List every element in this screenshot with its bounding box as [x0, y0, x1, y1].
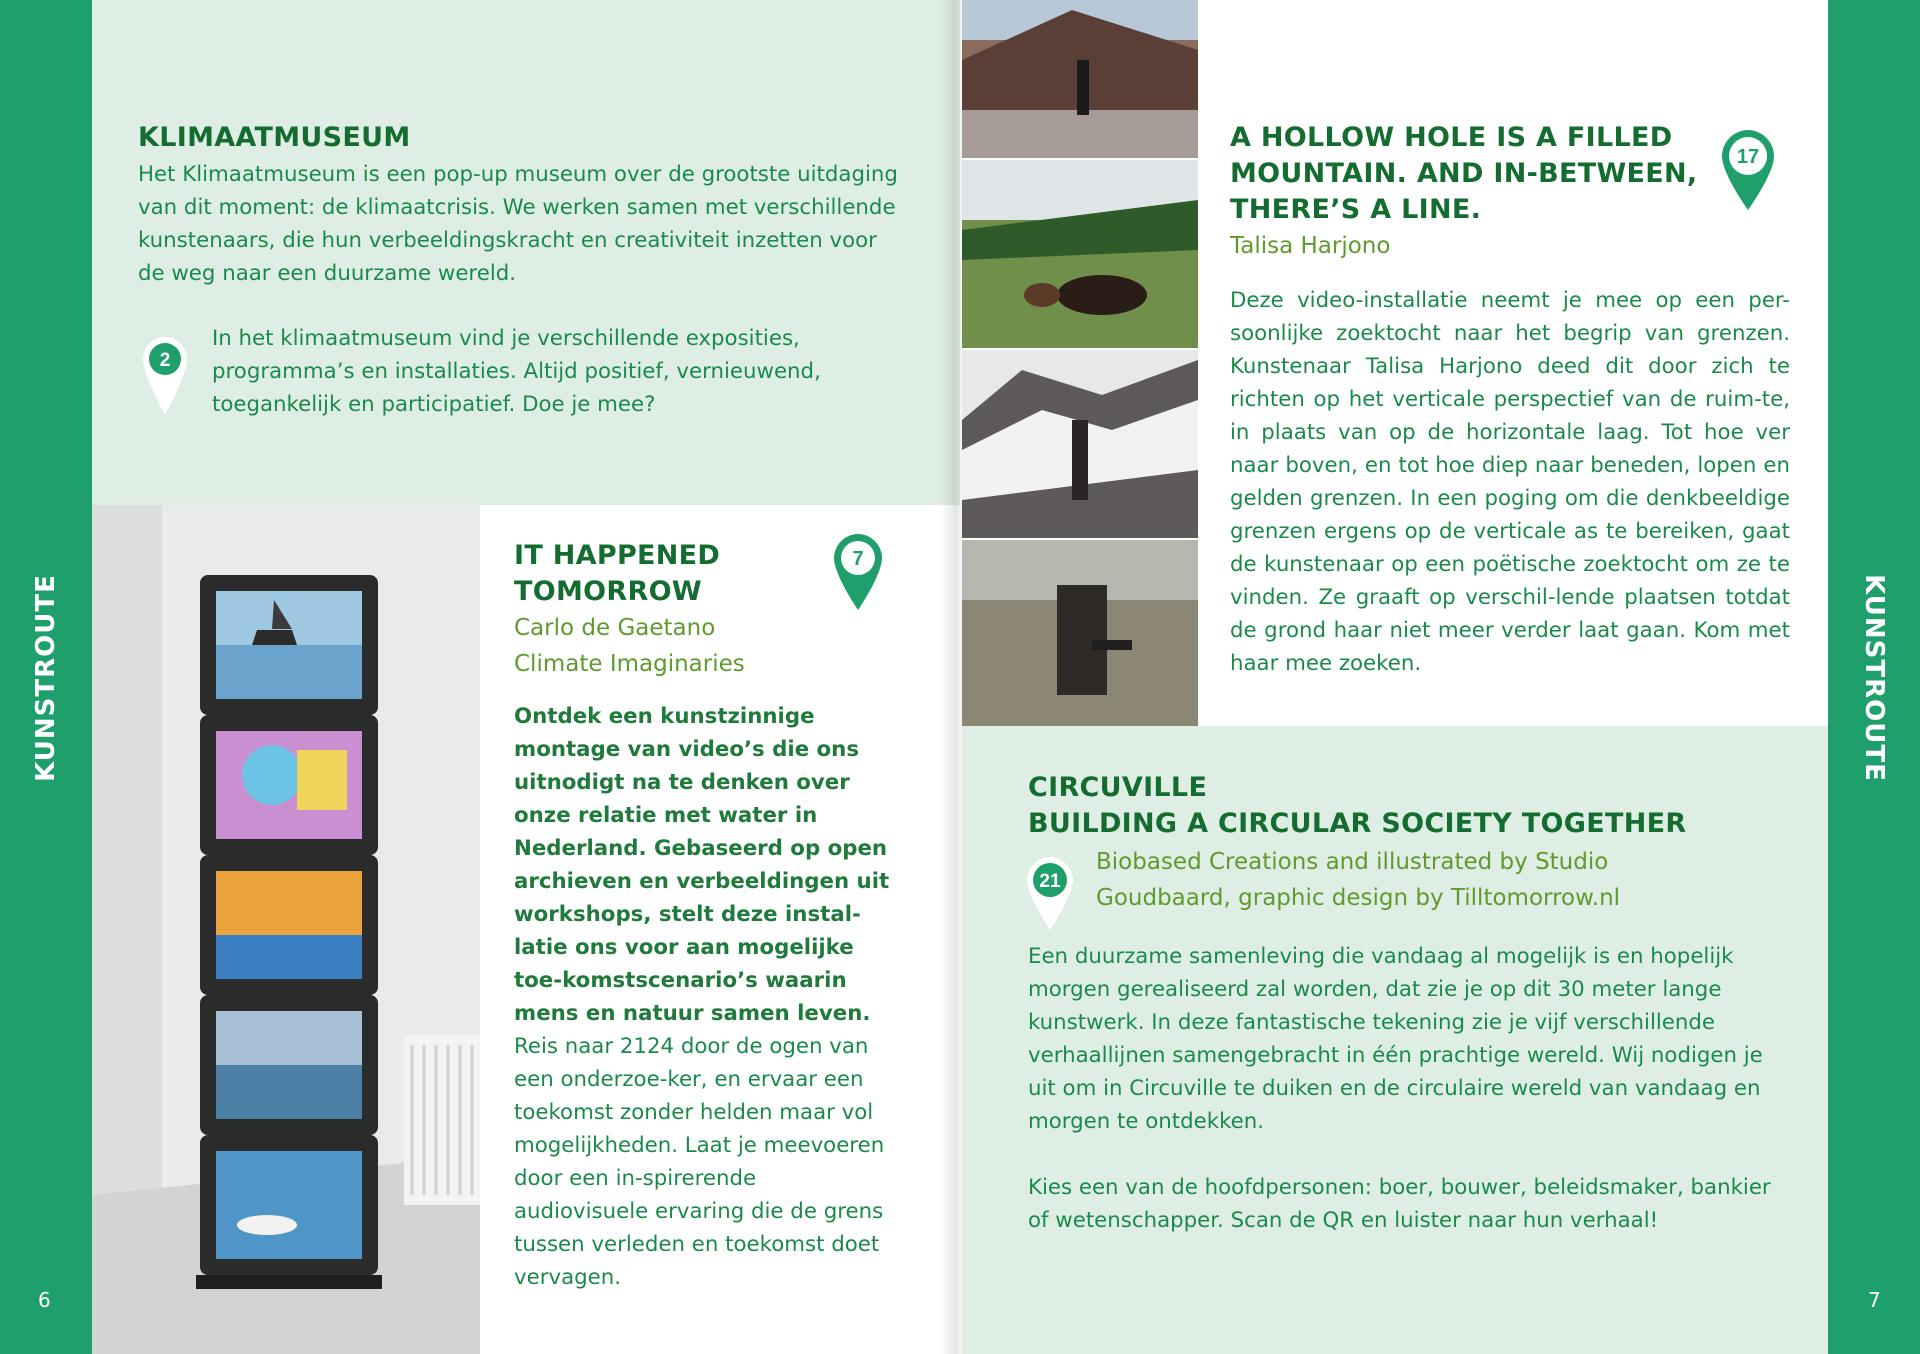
klimaat-text: In het klimaatmuseum vind je verschillende exposities, programma’s en installaties. Altijd positief, vernieuwend, toegankelijk en participatief. Doe je mee?	[212, 326, 821, 417]
circuville-body: Een duurzame samenleving die vandaag al mogelijk is en hopelijk morgen gerealiseerd zal worden, dat zie je op dit 30 meter lange kunstwerk. In deze fantastische tekening zie je vijf verschillende verhaallijnen samengebracht in één prachtige wereld. Wij nodigen je uit om in Circuville te duiken en de circulaire wereld van vandaag en morgen te ontdekken.	[1028, 944, 1763, 1134]
page-number-right: 7	[1868, 1288, 1881, 1312]
happened-collective: Climate Imaginaries	[514, 651, 745, 677]
page-number-left: 6	[38, 1288, 51, 1312]
circuville-texts	[1028, 940, 1784, 1237]
video-stills-photo	[962, 0, 1198, 726]
hollow-title-line2: MOUNTAIN. AND IN-BETWEEN,	[1230, 158, 1698, 189]
left-side-bar	[0, 0, 92, 1354]
happened-title-line1: IT HAPPENED	[514, 540, 721, 571]
hollow-body: Deze video-installatie neemt je mee op een per-soonlijke zoektocht naar het begrip van grenzen. Kunstenaar Talisa Harjono deed dit door zich te richten op het verticale perspectief van de ruim-te, in plaats van op de horizontale laag. Tot hoe ver naar boven, en tot hoe diep naar beneden, lopen en gelden grenzen. In een poging om die denkbeeldige grenzen ergens op de verticale as te bereiken, gaat de kunstenaar op een poëtische zoektocht om ze te vinden. Ze graaft op verschil-lende plaatsen totdat de grond haar niet meer verder laat gaan. Kom met haar mee zoeken.	[1230, 288, 1790, 676]
hollow-artist: Talisa Harjono	[1230, 233, 1391, 259]
happened-body	[514, 700, 894, 1294]
happened-artist: Carlo de Gaetano	[514, 615, 716, 641]
map-pin-icon	[1026, 856, 1074, 932]
klimaat-pin-number: 2	[159, 350, 171, 371]
right-side-bar	[1828, 0, 1920, 1354]
hollow-title-line1: A HOLLOW HOLE IS A FILLED	[1230, 122, 1673, 153]
hollow-section	[1230, 120, 1790, 680]
circuville-section	[1028, 770, 1788, 842]
happened-section	[514, 538, 894, 1294]
circuville-credit-line1: Biobased Creations and illustrated by Studio	[1096, 849, 1609, 875]
hollow-pin-number: 17	[1736, 146, 1760, 168]
map-pin-icon	[832, 532, 884, 612]
happened-title-line2: TOMORROW	[514, 576, 702, 607]
side-label-left: KUNSTROUTE	[31, 574, 61, 782]
circuville-credits	[1096, 844, 1796, 916]
map-pin-icon	[142, 336, 188, 416]
happened-body-bold: Ontdek een kunstzinnige montage van video’s die ons uitnodigt na te denken over onze relatie met water in Nederland. Gebaseerd op open archieven en verbeeldingen uit workshops, stelt deze instal-latie ons voor aan mogelijke toe-komstscenario’s waarin mens en natuur samen leven.	[514, 704, 890, 1026]
circuville-call: Kies een van de hoofdpersonen: boer, bouwer, beleidsmaker, bankier of wetenschapper. Scan de QR en luister naar hun verhaal!	[1028, 1175, 1771, 1233]
circuville-title-line2: BUILDING A CIRCULAR SOCIETY TOGETHER	[1028, 808, 1687, 839]
side-label-right: KUNSTROUTE	[1859, 574, 1889, 782]
circuville-title-line1: CIRCUVILLE	[1028, 772, 1208, 803]
klimaat-title: KLIMAATMUSEUM	[138, 122, 411, 153]
page-gutter	[940, 0, 962, 1354]
circuville-credit-line2: Goudbaard, graphic design by Tilltomorrow.nl	[1096, 885, 1621, 911]
hollow-title-line3: THERE’S A LINE.	[1230, 194, 1482, 225]
circuville-pin-number: 21	[1039, 871, 1061, 892]
happened-pin-number: 7	[852, 548, 864, 570]
klimaat-intro: Het Klimaatmuseum is een pop-up museum over de grootste uitdaging van dit moment: de klimaatcrisis. We werken samen met verschillende kunstenaars, die hun verbeeldingskracht en creativiteit inzetten voor de weg naar een duurzame wereld.	[138, 162, 898, 286]
map-pin-icon	[1720, 128, 1776, 212]
klimaat-section	[138, 120, 898, 290]
tv-tower-photo	[92, 505, 480, 1354]
happened-body-rest: Reis naar 2124 door de ogen van een onderzoe-ker, en ervaar een toekomst zonder helden maar vol mogelijkheden. Laat je meevoeren door een in-spirerende audiovisuele ervaring die de grens tussen verleden en toekomst doet vervagen.	[514, 1034, 885, 1290]
